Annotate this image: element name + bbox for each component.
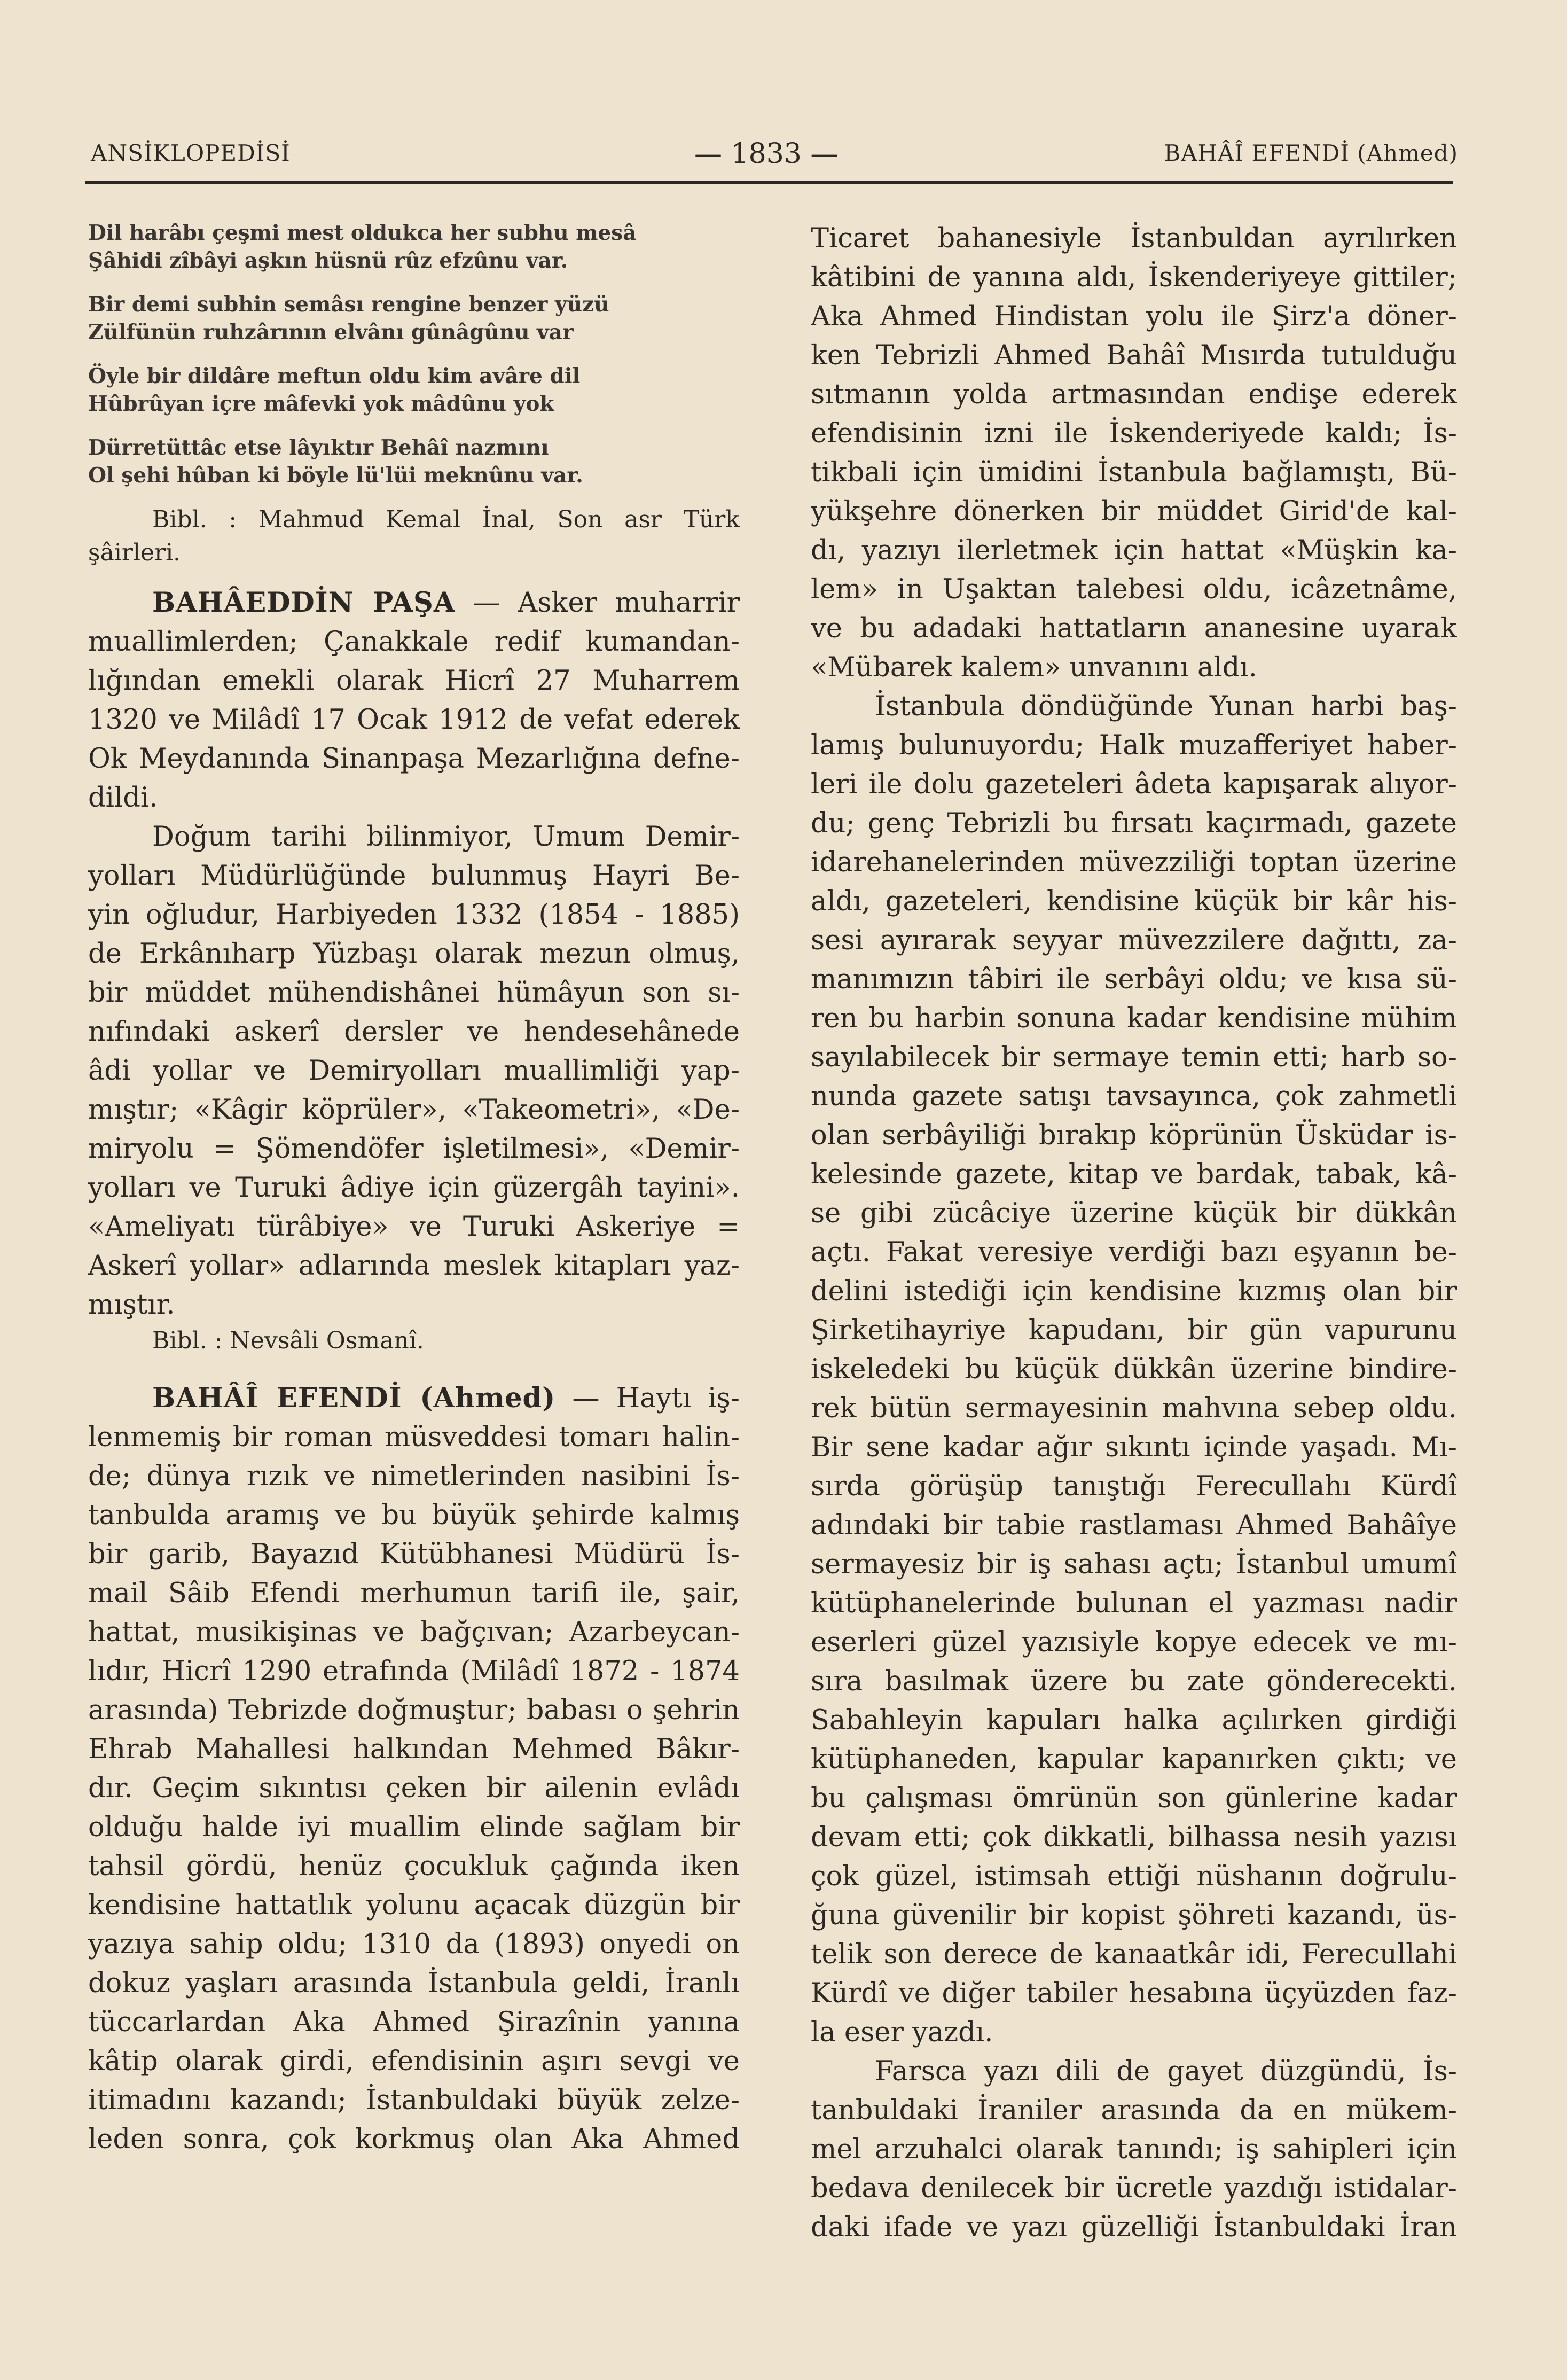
entry-text-line: arasında) Tebrizde doğmuştur; babası o şehrin <box>88 1695 740 1726</box>
entry-text-line: mıştır. <box>88 1289 175 1321</box>
entry-text-line: olduğu halde iyi muallim elinde sağlam bir <box>88 1812 740 1843</box>
entry-text-line: dır. Geçim sıkıntısı çeken bir ailenin evlâdı <box>88 1773 740 1804</box>
entry-text-line: 1320 ve Milâdî 17 Ocak 1912 de vefat ederek <box>88 704 740 736</box>
text-line: tikbali için ümidini İstanbula bağlamıştı, Bü- <box>811 457 1457 488</box>
entry-text-line: de Erkânıharp Yüzbaşı olarak mezun olmuş, <box>88 938 740 970</box>
entry-text-line: muallimlerden; Çanakkale redif kumandan- <box>88 626 740 658</box>
text-line: daki ifade ve yazı güzelliği İstanbuldaki İran <box>811 2212 1457 2243</box>
text-line: kâtibini de yanına aldı, İskenderiyeye gittiler; <box>811 262 1457 293</box>
text-line: dı, yazıyı ilerletmek için hattat «Müşkin ka- <box>811 535 1457 566</box>
text-line: kütüphanelerinde bulunan el yazması nadir <box>811 1588 1457 1619</box>
entry-text-line: bir müddet mühendishânei hümâyun son sı- <box>88 977 740 1009</box>
text-line: adındaki bir tabie rastlaması Ahmed Bahâîye <box>811 1510 1457 1541</box>
entry-text-line: Ok Meydanında Sinanpaşa Mezarlığına defne- <box>88 743 740 775</box>
text-line: efendisinin izni ile İskenderiyede kaldı; İs- <box>811 418 1457 449</box>
entry-text-line: kâtip olarak girdi, efendisinin aşırı sevgi ve <box>88 2046 740 2077</box>
text-line: yükşehre dönerken bir müddet Girid'de kal- <box>811 496 1457 527</box>
text-line: Farsca yazı dili de gayet düzgündü, İs- <box>875 2056 1457 2087</box>
text-line: çok güzel, istimsah ettiği nüshanın doğrulu- <box>811 1861 1457 1892</box>
text-line: bedava denilecek bir ücretle yazdığı istidalar- <box>811 2173 1457 2204</box>
entry-text-line: yolları Müdürlüğünde bulunmuş Hayri Be- <box>88 860 740 892</box>
text-line: sıra basılmak üzere bu zate gönderecekti. <box>811 1666 1457 1697</box>
entry-text-line: yazıya sahip oldu; 1310 da (1893) onyedi on <box>88 1929 740 1960</box>
bibliography <box>88 503 740 569</box>
entry-text-line: dildi. <box>88 782 158 814</box>
entry-text-line: tanbulda aramış ve bu büyük şehirde kalmış <box>88 1500 740 1531</box>
entry-text-line: nıfındaki askerî dersler ve hendesehânede <box>88 1016 740 1048</box>
text-line: rek bütün sermayesinin mahvına sebep oldu. <box>811 1393 1457 1424</box>
text-line: lamış bulunuyordu; Halk muzafferiyet haber- <box>811 730 1457 761</box>
text-line: leri ile dolu gazeteleri âdeta kapışarak alıyor- <box>811 769 1457 800</box>
text-line: ğuna güvenilir bir kopist şöhreti kazandı, üs- <box>811 1900 1457 1931</box>
text-line: sayılabilecek bir sermaye temin etti; harb so- <box>811 1042 1457 1073</box>
text-line: iskeledeki bu küçük dükkân üzerine bindire- <box>811 1354 1457 1385</box>
text-line: Ticaret bahanesiyle İstanbuldan ayrılırken <box>811 223 1457 254</box>
entry-text-line: mail Sâib Efendi merhumun tarifi ile, şair, <box>88 1578 740 1609</box>
paragraph-3 <box>811 2052 1457 2247</box>
entry-text-line: lıdır, Hicrî 1290 etrafında (Milâdî 1872 - 1874 <box>88 1656 740 1687</box>
text-line: mel arzuhalci olarak tanındı; iş sahipleri için <box>811 2134 1457 2165</box>
entry-text-line: — Asker muharrir <box>473 587 740 619</box>
text-line: ve bu adadaki hattatların ananesine uyarak <box>811 613 1457 644</box>
entry-text-line: Doğum tarihi bilinmiyor, Umum Demir- <box>152 821 740 853</box>
text-line: telik son derece de kanaatkâr idi, Ferecullahi <box>811 1939 1457 1970</box>
bibliography-line: Bibl. : Nevsâli Osmanî. <box>152 1327 424 1354</box>
text-line: ken Tebrizli Ahmed Bahâî Mısırda tutulduğu <box>811 340 1457 371</box>
text-line: eserleri güzel yazısiyle kopye edecek ve mı- <box>811 1627 1457 1658</box>
poem-line: Ol şehi hûban ki böyle lü'lüi meknûnu var. <box>88 463 583 488</box>
entry-text-line: bir garib, Bayazıd Kütübhanesi Müdürü İs- <box>88 1539 740 1570</box>
entry-text-line: hattat, musikişinas ve bağçıvan; Azarbeycan- <box>88 1617 740 1648</box>
entry-title: BAHÂÎ EFENDİ (Ahmed) <box>152 1382 556 1414</box>
text-line: se gibi zücâciye üzerine küçük bir dükkân <box>811 1198 1457 1229</box>
page-header <box>91 140 1458 172</box>
text-line: Bir sene kadar ağır sıkıntı içinde yaşadı. Mı- <box>811 1432 1457 1463</box>
entry-text-line: dokuz yaşları arasında İstanbula geldi, İranlı <box>88 1968 740 1999</box>
entry-text-line: kendisine hattatlık yolunu açacak düzgün bir <box>88 1890 740 1921</box>
text-line: Aka Ahmed Hindistan yolu ile Şirz'a döner- <box>811 301 1457 332</box>
right-column <box>811 219 1457 2247</box>
text-line: lem» in Uşaktan talebesi oldu, icâzetnâme, <box>811 574 1457 605</box>
text-line: tanbuldaki İraniler arasında da en mükem- <box>811 2095 1457 2126</box>
text-line: Sabahleyin kapuları halka açılırken girdiği <box>811 1705 1457 1736</box>
entry-text-line: lenmemiş bir roman müsveddesi tomarı halin- <box>88 1422 740 1453</box>
entry-text-line: mıştır; «Kâgir köprüler», «Takeometri», «De- <box>88 1094 740 1126</box>
poem-line: Öyle bir dildâre meftun oldu kim avâre dil <box>88 364 581 388</box>
text-line: olan serbâyiliği bırakıp köprünün Üsküdar is- <box>811 1120 1457 1151</box>
text-line: kütüphaneden, kapular kapanırken çıktı; ve <box>811 1744 1457 1775</box>
entry-text-line: yin oğludur, Harbiyeden 1332 (1854 - 1885) <box>88 899 740 931</box>
text-line: delini istediği için kendisine kızmış olan bir <box>811 1276 1457 1307</box>
bibliography-line: şâirleri. <box>88 539 181 566</box>
text-line: «Mübarek kalem» unvanını aldı. <box>811 652 1257 683</box>
entry-bahaeddin-pasa <box>88 583 740 1324</box>
header-left-title: ANSİKLOPEDİSİ <box>91 140 291 166</box>
poem-line: Bir demi subhin semâsı rengine benzer yüzü <box>88 292 609 317</box>
text-line: sermayesiz bir iş sahası açtı; İstanbul umumî <box>811 1549 1457 1580</box>
entry-text-line: — Haytı iş- <box>572 1383 740 1414</box>
entry-title: BAHÂEDDİN PAŞA <box>152 587 456 619</box>
page-number: — 1833 — <box>694 138 839 170</box>
entry-text-line: yolları ve Turuki âdiye için güzergâh tayini». <box>88 1172 740 1204</box>
text-line: aldı, gazeteleri, kendisine küçük bir kâr his- <box>811 886 1457 917</box>
entry-text-line: âdi yollar ve Demiryolları muallimliği yap- <box>88 1055 740 1087</box>
text-line: idarehanelerinden müvezziliği toptan üzerine <box>811 847 1457 878</box>
text-line: du; genç Tebrizli bu fırsatı kaçırmadı, gazete <box>811 808 1457 839</box>
left-column <box>88 219 740 2159</box>
text-line: nunda gazete satışı tavsayınca, çok zahmetli <box>811 1081 1457 1112</box>
bibliography <box>88 1324 740 1357</box>
text-line: sesi ayırarak seyyar müvezzilere dağıttı, za- <box>811 925 1457 956</box>
text-line: manımızın tâbiri ile serbâyi oldu; ve kısa sü- <box>811 964 1457 995</box>
paragraph-1 <box>811 219 1457 687</box>
text-line: bu çalışması ömrünün son günlerine kadar <box>811 1783 1457 1814</box>
entry-text-line: itimadını kazandı; İstanbuldaki büyük zelze- <box>88 2085 740 2116</box>
text-line: sırda görüşüp tanıştığı Ferecullahı Kürdî <box>811 1471 1457 1502</box>
text-line: Kürdî ve diğer tabiler hesabına üçyüzden faz- <box>811 1978 1457 2009</box>
text-line: Şirketihayriye kapudanı, bir gün vapurunu <box>811 1315 1457 1346</box>
text-line: sıtmanın yolda artmasından endişe ederek <box>811 379 1457 410</box>
header-right-title: BAHÂÎ EFENDİ (Ahmed) <box>1164 140 1458 166</box>
text-line: kelesinde gazete, kitap ve bardak, tabak, kâ- <box>811 1159 1457 1190</box>
text-line: İstanbula döndüğünde Yunan harbi baş- <box>875 691 1457 722</box>
paragraph-2 <box>811 687 1457 2052</box>
bibliography-line: Bibl. : Mahmud Kemal İnal, Son asr Türk <box>152 506 740 533</box>
entry-text-line: miryolu = Şömendöfer işletilmesi», «Demir- <box>88 1133 740 1165</box>
text-line: devam etti; çok dikkatli, bilhassa nesih yazısı <box>811 1822 1457 1853</box>
poem <box>88 219 740 489</box>
header-rule <box>85 181 1453 184</box>
entry-text-line: de; dünya rızık ve nimetlerinden nasibini İs- <box>88 1461 740 1492</box>
poem-line: Zülfünün ruhzârının elvânı gûnâgûnu var <box>88 320 574 345</box>
entry-text-line: tahsil gördü, henüz çocukluk çağında iken <box>88 1851 740 1882</box>
text-line: açtı. Fakat veresiye verdiği bazı eşyanın be- <box>811 1237 1457 1268</box>
poem-line: Dil harâbı çeşmi mest oldukca her subhu mesâ <box>88 221 637 245</box>
text-line: ren bu harbin sonuna kadar kendisine mühim <box>811 1003 1457 1034</box>
entry-bahai-efendi <box>88 1379 740 2159</box>
entry-text-line: lığından emekli olarak Hicrî 27 Muharrem <box>88 665 740 697</box>
entry-text-line: leden sonra, çok korkmuş olan Aka Ahmed <box>88 2124 740 2155</box>
poem-line: Dürretüttâc etse lâyıktır Behâî nazmını <box>88 435 549 460</box>
entry-text-line: Askerî yollar» adlarında meslek kitapları yaz- <box>88 1250 740 1282</box>
poem-line: Şâhidi zîbâyi aşkın hüsnü rûz efzûnu var. <box>88 248 568 273</box>
poem-line: Hûbrûyan içre mâfevki yok mâdûnu yok <box>88 392 554 416</box>
entry-text-line: Ehrab Mahallesi halkından Mehmed Bâkır- <box>88 1734 740 1765</box>
text-line: la eser yazdı. <box>811 2017 993 2048</box>
entry-text-line: «Ameliyatı türâbiye» ve Turuki Askeriye = <box>88 1211 740 1243</box>
entry-text-line: tüccarlardan Aka Ahmed Şirazînin yanına <box>88 2007 740 2038</box>
